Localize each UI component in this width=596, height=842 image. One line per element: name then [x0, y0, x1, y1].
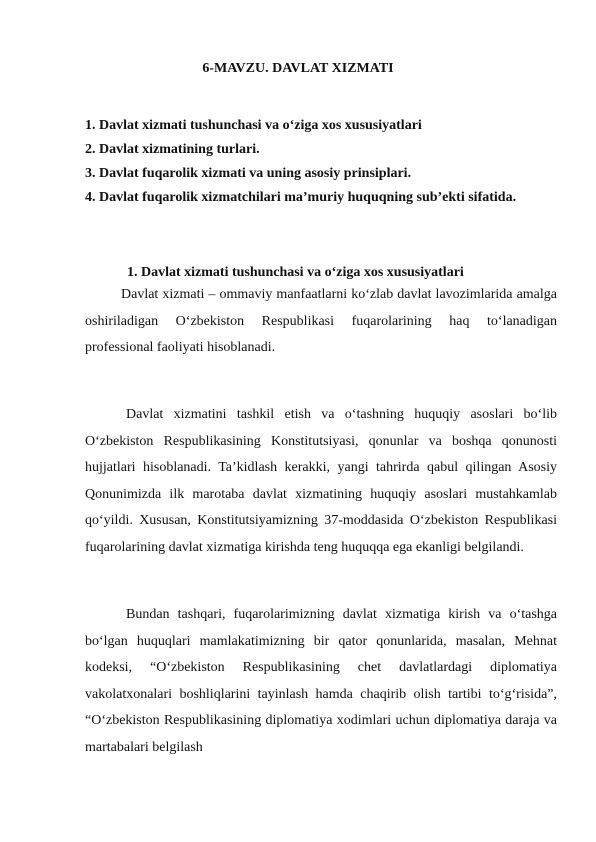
- outline-item-4: 4. Davlat fuqarolik xizmatchilari ma’muriy huquqning sub’ekti sifatida.: [85, 190, 517, 205]
- outline-item-3: 3. Davlat fuqarolik xizmati va uning asosiy prinsiplari.: [85, 166, 412, 181]
- outline-item-2: 2. Davlat xizmatining turlari.: [85, 142, 260, 157]
- body-paragraph-2: Davlat xizmatini tashkil etish va o‘tashning huquqiy asoslari bo‘lib O‘zbekiston Respublikasining Konstitutsiyasi, qonunlar va boshqa qonunosti hujjatlari hisoblanadi. Ta’kidlash kerakki, yangi tahrirda qabul qilingan Asosiy Qonunimizda ilk marotaba davlat xizmatining huquqiy asoslari mustahkamlab qo‘yildi. Xususan, Konstitutsiyamizning 37-moddasida O‘zbekiston Respublikasi fuqarolarining davlat xizmatiga kirishda teng huquqqa ega ekanligi belgilandi.: [85, 407, 557, 555]
- outline-item-1: 1. Davlat xizmati tushunchasi va o‘ziga xos xususiyatlari: [85, 118, 422, 133]
- body-paragraph-3: Bundan tashqari, fuqarolarimizning davlat xizmatiga kirish va o‘tashga bo‘lgan huquqlari mamlakatimizning bir qator qonunlarida, masalan, Mehnat kodeksi, “O‘zbekiston Respublikasining chet davlatlardagi diplomatiya vakolatxonalari boshliqlarini tayinlash hamda chaqirib olish tartibi to‘g‘risida”, “O‘zbekiston Respublikasining diplomatiya xodimlari uchun diplomatiya daraja va martabalari belgilash: [85, 607, 557, 755]
- section-heading: 1. Davlat xizmati tushunchasi va o‘ziga xos xususiyatlari: [127, 265, 464, 280]
- topic-outline: [85, 114, 557, 210]
- body-paragraph-1: Davlat xizmati – ommaviy manfaatlarni ko‘zlab davlat lavozimlarida amalga oshiriladigan O‘zbekiston Respublikasi fuqarolarining haq to‘lanadigan professional faoliyati hisoblanadi.: [85, 287, 557, 355]
- page-title: 6-MAVZU. DAVLAT XIZMATI: [202, 61, 394, 76]
